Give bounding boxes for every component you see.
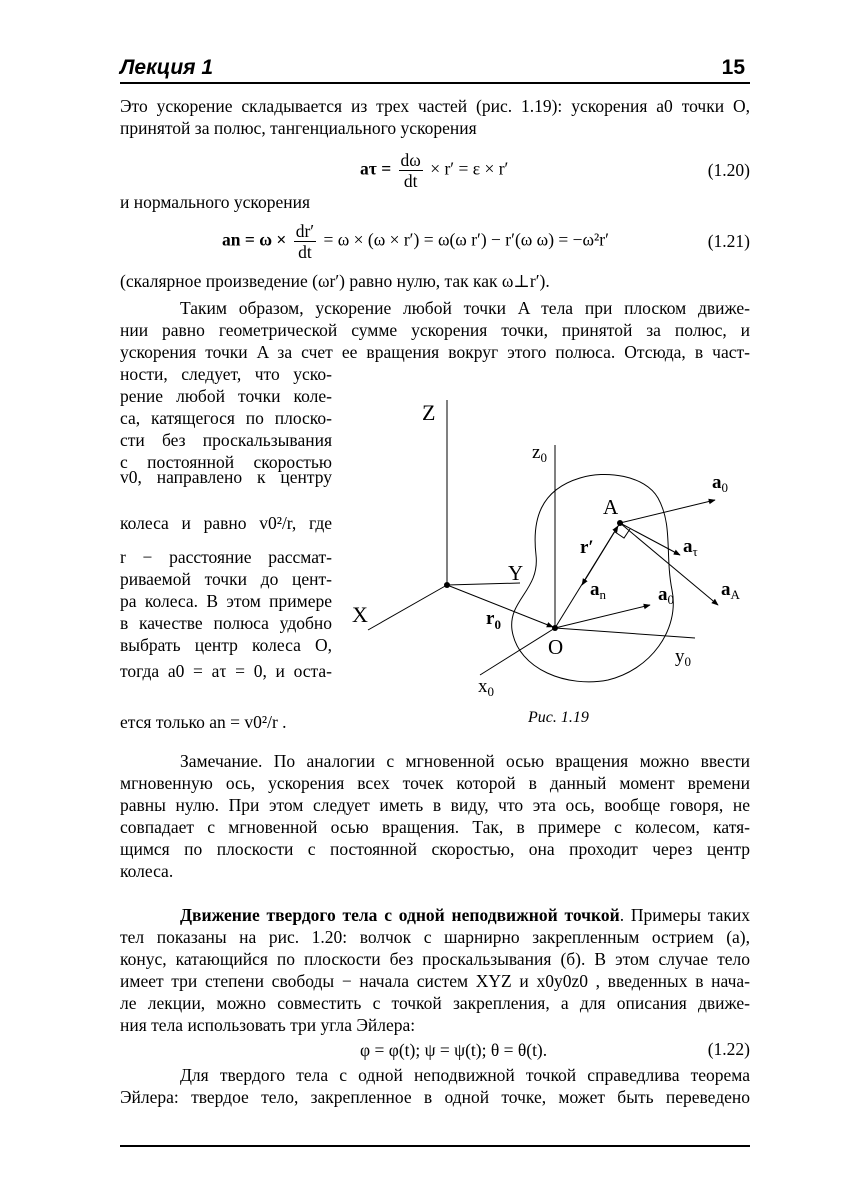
paragraph-line: и нормального ускорения xyxy=(120,192,311,212)
equation-1-22: φ = φ(t); ψ = ψ(t); θ = θ(t). xyxy=(360,1040,548,1060)
eq-rhs: × r′ = ε × r′ xyxy=(430,158,509,179)
section-line: конус, катающийся по плоскости без проскальзывания (б). В этом случае тело xyxy=(120,949,750,969)
a0-vector-top xyxy=(620,500,715,523)
x-axis xyxy=(368,585,447,630)
label-a-tau: $a_\tau$ xyxy=(683,536,698,559)
figure-caption: Рис. 1.19 xyxy=(528,709,589,726)
label-r0: $r_0$ xyxy=(486,608,501,632)
column-line: v0, направлено к центру xyxy=(120,467,332,487)
remark-line: колеса. xyxy=(120,861,174,881)
label-x0: $x_0$ xyxy=(478,676,494,699)
derivative-fraction: $\frac{d\omega}{dt}$ xyxy=(400,150,421,191)
label-Z: Z xyxy=(422,400,436,425)
label-X: X xyxy=(352,602,368,627)
equation-1-20 xyxy=(360,150,508,191)
eq-lhs: an = ω × xyxy=(222,229,287,250)
eq-rhs: = ω × (ω × r′) = ω(ω r′) − r′(ω ω) = −ω²r′ xyxy=(323,229,609,250)
label-a-n: $a_n$ xyxy=(590,579,606,602)
page-number: 15 xyxy=(721,56,745,79)
figure-1-19 xyxy=(340,390,760,735)
column-line: ется только an = v0²/r . xyxy=(120,712,287,732)
equation-number: (1.22) xyxy=(707,1039,750,1059)
equation-number: (1.20) xyxy=(707,160,750,180)
remark-line: щимся по плоскости с постоянной скоростью, она проходит через центр xyxy=(120,839,750,859)
remark-line: совпадает с мгновенной осью вращения. Так, в примере с колесом, катя- xyxy=(120,817,750,837)
final-line: Эйлера: твердое тело, закрепленное в одной точке, может быть переведено xyxy=(120,1087,750,1107)
column-line: ности, следует, что уско- xyxy=(120,364,332,384)
remark-line: равны нулю. При этом следует иметь в виду, что эта ось, вообще говоря, не xyxy=(120,795,750,815)
column-line: выбрать центр колеса O, xyxy=(120,635,332,655)
label-a0-top: $a_0$ xyxy=(712,472,728,495)
remark-line: мгновенную ось, ускорения всех точек которой в данный момент времени xyxy=(120,773,750,793)
section-heading: Движение твердого тела с одной неподвижной точкой xyxy=(180,905,620,925)
label-a0-right: $a_0$ xyxy=(658,584,674,607)
label-z0: $z_0$ xyxy=(532,442,547,465)
column-line: тогда a0 = aτ = 0, и оста- xyxy=(120,661,332,681)
section-line: ле лекции, можно совместить с точкой закрепления, а для описания движе- xyxy=(120,993,750,1013)
column-line: колеса и равно v0²/r, где xyxy=(120,513,332,533)
paragraph-line: нии равно геометрической сумме ускорения точки, принятой за полюс, и xyxy=(120,320,750,340)
paragraph-line: Это ускорение складывается из трех частей (рис. 1.19): ускорения a0 точки O, xyxy=(120,96,750,116)
header-rule xyxy=(120,82,750,84)
section-line: имеет три степени свободы − начала систем XYZ и x0y0z0 , введенных в нача- xyxy=(120,971,750,991)
final-line: Для твердого тела с одной неподвижной точкой справедлива теорема xyxy=(180,1065,750,1085)
x0-axis xyxy=(480,628,555,675)
column-line: ра колеса. В этом примере xyxy=(120,591,332,611)
column-line: с постоянной скоростью xyxy=(120,452,332,472)
paragraph-line: принятой за полюс, тангенциального ускорения xyxy=(120,118,477,138)
remark-line: Замечание. По аналогии с мгновенной осью вращения можно ввести xyxy=(180,751,750,771)
equation-number: (1.21) xyxy=(707,231,750,251)
section-line: ния тела использовать три угла Эйлера: xyxy=(120,1015,416,1035)
derivative-fraction: $\frac{dr'}{dt}$ xyxy=(295,221,315,262)
a-tau-vector xyxy=(620,523,680,555)
equation-1-21 xyxy=(222,221,609,262)
column-line: са, катящегося по плоско- xyxy=(120,408,332,428)
a0-vector-right xyxy=(555,605,650,628)
label-r-prime: r′ xyxy=(580,537,594,558)
footer-rule xyxy=(120,1145,750,1147)
paragraph-line: ускорения точки A за счет ее вращения вокруг этого полюса. Отсюда, в част- xyxy=(120,342,750,362)
label-y0: $y_0$ xyxy=(675,646,691,669)
label-Y: Y xyxy=(508,561,524,585)
section-line: тел показаны на рис. 1.20: волчок с шарнирно закрепленным острием (а), xyxy=(120,927,750,947)
paragraph-line: (скалярное произведение (ωr′) равно нулю, так как ω⊥r′). xyxy=(120,271,550,291)
column-line: сти без проскальзывания xyxy=(120,430,332,450)
y0-axis xyxy=(555,628,695,638)
section-first-line: Движение твердого тела с одной неподвижной точкой. Примеры таких xyxy=(180,905,750,925)
page-header-title: Лекция 1 xyxy=(120,56,214,79)
label-O: O xyxy=(548,635,564,659)
column-line: рение любой точки коле- xyxy=(120,386,332,406)
column-line: риваемой точки до цент- xyxy=(120,569,332,589)
column-line: r − расстояние рассмат- xyxy=(120,547,332,567)
right-angle-mark xyxy=(615,529,630,538)
paragraph-line: Таким образом, ускорение любой точки A тела при плоском движе- xyxy=(180,298,750,318)
column-line: в качестве полюса удобно xyxy=(120,613,332,633)
label-A: A xyxy=(603,495,619,519)
eq-lhs: aτ = xyxy=(360,158,392,179)
label-a-A: $a_A$ xyxy=(721,579,740,602)
